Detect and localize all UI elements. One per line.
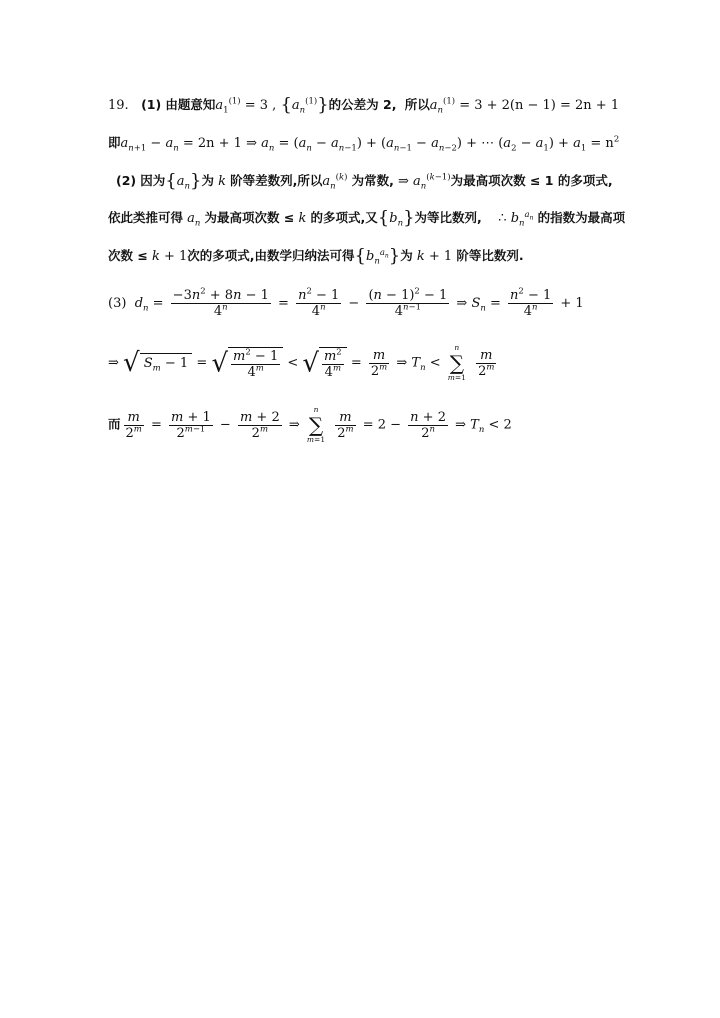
- common-diff-text: 的公差为 2,: [328, 97, 397, 112]
- part3-line2: ⇒ √ $S_m - 1$ = √ $\frac{m^2 - 1}{4^m}$ < √ $\frac{m^2}{4^m}$ = $\frac{m}{2^m}$ ⇒ $T_n$ < n ∑ m=1 $\frac{m}{2^m}$: [108, 343, 495, 382]
- part2-label: (2): [116, 173, 137, 188]
- part1-line1: 19. (1) 由题意知$a_1^{(1)} = 3$ , $\{a_n^{(1)}\}$的公差为 2, 所以$a_n^{(1)} = 3 + 2(n - 1) = 2n + 1$: [108, 94, 620, 116]
- analog2-text: 为最高项次数 ≤: [204, 210, 295, 225]
- line3d-text: 阶等比数列.: [456, 248, 524, 263]
- and-text: 而: [108, 416, 121, 432]
- part3-line3: 而 $\frac{m}{2^m}$ = $\frac{m + 1}{2^{m-1}}$ − $\frac{m + 2}{2^m}$ ⇒ n ∑ m=1 $\frac{m}{2^m}$ = 2 − $\frac{n + 2}{2^n}$ ⇒ $T_n < 2$: [108, 405, 512, 444]
- a1-value: = 3 ,: [244, 98, 277, 113]
- part1-intro: 由题意知: [165, 97, 216, 112]
- part1-label: (1): [141, 97, 162, 112]
- line2-tail: = n: [590, 136, 614, 151]
- line2-body: = 2n + 1 ⇒: [182, 136, 262, 151]
- exp-text: 的指数为最高项: [537, 210, 626, 225]
- k-arith-text: 阶等差数列,所以: [230, 173, 323, 188]
- problem-number: 19.: [108, 98, 129, 113]
- line3c-text: 为: [400, 248, 413, 263]
- because-text: 因为: [140, 173, 166, 188]
- part2-line2: 依此类推可得 $a_n$ 为最高项次数 ≤ k 的多项式,又$\{b_n\}$为等比数列, ∴ $b_n^{a_n}$ 的指数为最高项: [108, 207, 626, 229]
- so-text: 所以: [404, 97, 430, 112]
- part1-formula: = 3 + 2(n − 1) = 2n + 1: [459, 98, 620, 113]
- analog-text: 依此类推可得: [108, 210, 184, 225]
- part3-line1: (3) $d_n$ = $\frac{-3n^2 + 8n - 1}{4^n}$ = $\frac{n^2 - 1}{4^n}$ − $\frac{(n - 1)^2 - 1}{4^{n-1}}$ ⇒ $S_n$ = $\frac{n^2 - 1}{4^n}$ + 1: [108, 286, 584, 319]
- line3a-text: 次数 ≤: [108, 248, 148, 263]
- is-const-text: 为常数,: [351, 173, 394, 188]
- part2-line1: (2) 因为$\{a_n\}$为 k 阶等差数列,所以$a_n^{(k)}$ 为常数, ⇒ $a_n^{(k-1)}$为最高项次数 ≤ 1 的多项式,: [116, 170, 613, 192]
- poly-k-text: 的多项式,又: [310, 210, 378, 225]
- line2-prefix: 即: [108, 135, 121, 150]
- geo-text: 为等比数列,: [414, 210, 482, 225]
- is-poly-text: 为最高项次数 ≤ 1 的多项式,: [450, 173, 613, 188]
- part3-label: (3): [108, 296, 127, 311]
- part1-line2: 即$a_{n+1} - a_n = 2n + 1$ ⇒ $a_n = (a_n - a_{n-1}) + (a_{n-1} - a_{n-2})$ + ⋯ $(a_2 - a_1) + a_1 = n^2$: [108, 134, 620, 154]
- part2-line3: 次数 ≤ k + 1次的多项式,由数学归纳法可得$\{b_n^{a_n}\}$为 k + 1 阶等比数列.: [108, 245, 524, 267]
- line3b-text: 次的多项式,由数学归纳法可得: [187, 248, 355, 263]
